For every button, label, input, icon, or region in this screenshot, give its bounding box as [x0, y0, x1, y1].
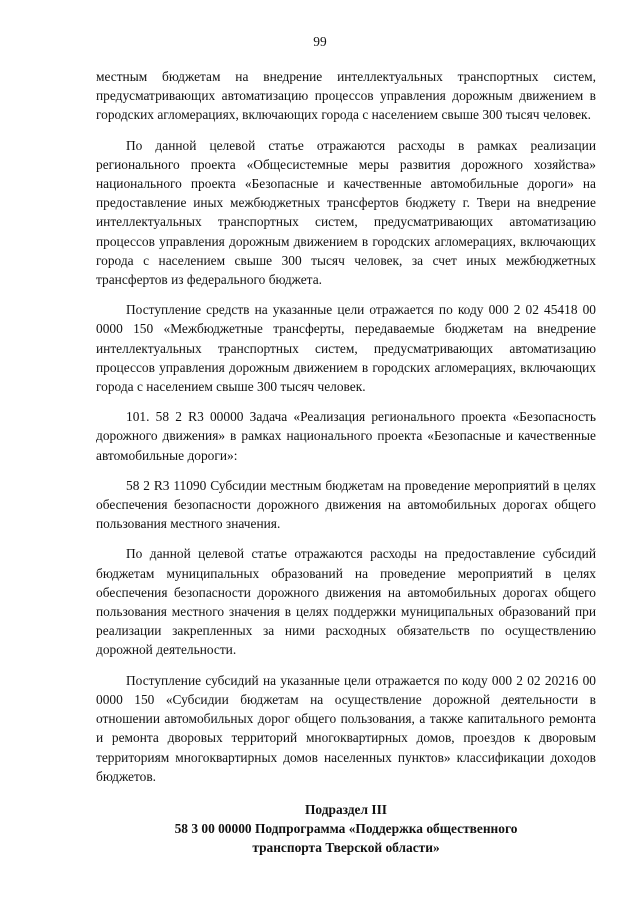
paragraph-subsidy-income-code: Поступление субсидий на указанные цели отражается по коду 000 2 02 20216 00 0000 150 «Субсидии бюджетам на осуществление дорожной деятельности в отношении автомобильных дорог общего пользования, а также капитального ремонта и ремонта дворовых территорий многоквартирных домов, проездов к дворовым территориям многоквартирных домов населенных пунктов» классификации доходов бюджетов. — [96, 672, 596, 784]
paragraph-expenses-description: По данной целевой статье отражаются расходы в рамках реализации регионального проекта «Общесистемные меры развития дорожного хозяйства» национального проекта «Безопасные и качественные автомобильные дороги» на предоставление иных межбюджетных трансфертов бюджету г. Твери на внедрение интеллектуальных транспортных систем, предусматривающих автоматизацию процессов управления дорожным движением в городских агломерациях, включающих города с населением свыше 300 тысяч человек, за счет иных межбюджетных трансфертов из федерального бюджета. — [96, 137, 596, 288]
section-heading — [96, 800, 596, 858]
section-heading-title: Подраздел III — [305, 801, 387, 817]
section-heading-line-3: транспорта Тверской области» — [252, 840, 440, 856]
paragraph-subsidy-article: 58 2 R3 11090 Субсидии местным бюджетам на проведение мероприятий в целях обеспечения безопасности дорожного движения на автомобильных дорогах общего пользования местного значения. — [96, 477, 596, 532]
paragraph-continuation: местным бюджетам на внедрение интеллектуальных транспортных систем, предусматривающих автоматизацию процессов управления дорожным движением в городских агломерациях, включающих города с населением свыше 300 тысяч человек. — [96, 69, 596, 123]
paragraph-subsidy-description: По данной целевой статье отражаются расходы на предоставление субсидий бюджетам муниципальных образований на проведение мероприятий в целях обеспечения безопасности дорожного движения на автомобильных дорогах общего пользования местного значения в целях поддержки муниципальных образований при реализации закрепленных за ними расходных обязательств по осуществлению дорожной деятельности. — [96, 546, 596, 658]
section-heading-line-2: 58 3 00 00000 Подпрограмма «Поддержка общественного — [174, 821, 518, 837]
paragraph-task-101: 101. 58 2 R3 00000 Задача «Реализация регионального проекта «Безопасность дорожного движения» в рамках национального проекта «Безопасные и качественные автомобильные дороги»: — [96, 409, 596, 463]
document-body — [96, 67, 596, 858]
page-number: 99 — [313, 34, 327, 49]
paragraph-income-code: Поступление средств на указанные цели отражается по коду 000 2 02 45418 00 0000 150 «Межбюджетные трансферты, передаваемые бюджетам на внедрение интеллектуальных транспортных систем, предусматривающих автоматизацию процессов управления дорожным движением в городских агломерациях, включающих города с населением свыше 300 тысяч человек. — [96, 302, 596, 395]
